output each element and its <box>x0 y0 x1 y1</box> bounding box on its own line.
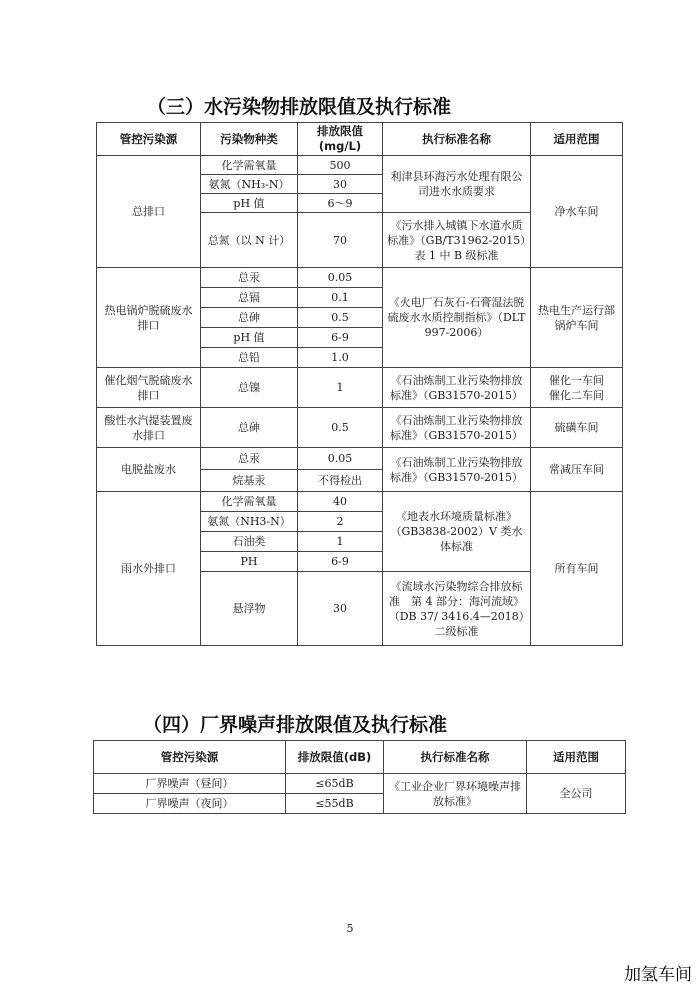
header-standard: 执行标准名称 <box>383 123 531 156</box>
pollutant-cell: 化学需氧量 <box>201 156 298 175</box>
header-limit: 排放限值(dB) <box>286 741 384 774</box>
scope-cell: 净水车间 <box>531 156 623 268</box>
standard-cell: 《石油炼制工业污染物排放标准》（GB31570-2015） <box>383 368 531 408</box>
limit-cell: 40 <box>298 492 383 512</box>
pollutant-cell: 总汞 <box>201 268 298 288</box>
limit-cell: ≤65dB <box>286 774 384 794</box>
pollutant-cell: 总砷 <box>201 308 298 328</box>
pollutant-cell: 总氮（以 N 计） <box>201 213 298 268</box>
pollutant-cell: 总砷 <box>201 408 298 448</box>
pollutant-cell: 悬浮物 <box>201 572 298 646</box>
pollutant-cell: pH 值 <box>201 194 298 213</box>
limit-cell: 70 <box>298 213 383 268</box>
standard-cell: 《火电厂石灰石-石膏湿法脱硫废水水质控制指标》（DLT 997-2006） <box>383 268 531 368</box>
limit-cell: 0.1 <box>298 288 383 308</box>
header-standard: 执行标准名称 <box>384 741 527 774</box>
limit-cell: 30 <box>298 175 383 194</box>
page-number: 5 <box>346 922 354 935</box>
scope-line: 催化二车间 <box>549 388 604 402</box>
standard-cell: 《石油炼制工业污染物排放标准》（GB31570-2015） <box>383 448 531 492</box>
standard-cell: 《流域水污染物综合排放标准 第 4 部分：海河流域》（DB 37/ 3416.4—2018）二级标准 <box>383 572 531 646</box>
standard-cell: 《污水排入城镇下水道水质标准》（GB/T31962-2015）表 1 中 B 级标准 <box>383 213 531 268</box>
header-source: 管控污染源 <box>94 741 286 774</box>
limit-cell: 6～9 <box>298 194 383 213</box>
scope-cell: 所有车间 <box>531 492 623 646</box>
watermark-text: 加氢车间 <box>624 965 692 985</box>
noise-table <box>93 740 626 814</box>
limit-cell: 1 <box>298 532 383 552</box>
scope-cell <box>531 368 623 408</box>
source-cell: 雨水外排口 <box>97 492 201 646</box>
header-scope: 适用范围 <box>531 123 623 156</box>
limit-cell: 0.5 <box>298 308 383 328</box>
limit-cell: 6-9 <box>298 328 383 348</box>
limit-cell: 0.05 <box>298 268 383 288</box>
header-limit: 排放限值(mg/L) <box>298 123 383 156</box>
pollutant-cell: 总镉 <box>201 288 298 308</box>
limit-cell: 不得检出 <box>298 470 383 492</box>
scope-cell: 硫磺车间 <box>531 408 623 448</box>
pollutant-cell: 总镍 <box>201 368 298 408</box>
source-cell: 厂界噪声（昼间） <box>94 774 286 794</box>
water-pollutant-table <box>96 122 623 646</box>
limit-cell: 0.5 <box>298 408 383 448</box>
pollutant-cell: PH <box>201 552 298 572</box>
source-cell: 厂界噪声（夜间） <box>94 794 286 814</box>
standard-cell: 《工业企业厂界环境噪声排放标准》 <box>384 774 527 814</box>
pollutant-cell: 总铅 <box>201 348 298 368</box>
limit-cell: 30 <box>298 572 383 646</box>
header-pollutant: 污染物种类 <box>201 123 298 156</box>
pollutant-cell: 氨氮（NH₃-N） <box>201 175 298 194</box>
pollutant-cell: 化学需氧量 <box>201 492 298 512</box>
source-cell: 催化烟气脱硫废水排口 <box>97 368 201 408</box>
scope-line: 催化一车间 <box>549 373 604 387</box>
pollutant-cell: 石油类 <box>201 532 298 552</box>
pollutant-cell: pH 值 <box>201 328 298 348</box>
section-4-heading: （四）厂界噪声排放限值及执行标准 <box>143 714 448 736</box>
header-scope: 适用范围 <box>527 741 626 774</box>
limit-cell: ≤55dB <box>286 794 384 814</box>
scope-cell: 全公司 <box>527 774 626 814</box>
header-source: 管控污染源 <box>97 123 201 156</box>
source-cell: 电脱盐废水 <box>97 448 201 492</box>
pollutant-cell: 氨氮（NH3-N） <box>201 512 298 532</box>
standard-cell: 《石油炼制工业污染物排放标准》（GB31570-2015） <box>383 408 531 448</box>
pollutant-cell: 烷基汞 <box>201 470 298 492</box>
limit-cell: 2 <box>298 512 383 532</box>
source-cell: 酸性水汽提装置废水排口 <box>97 408 201 448</box>
limit-cell: 0.05 <box>298 448 383 470</box>
section-3-heading: （三）水污染物排放限值及执行标准 <box>147 96 452 118</box>
standard-cell: 利津县环海污水处理有限公司进水水质要求 <box>383 156 531 213</box>
limit-cell: 1 <box>298 368 383 408</box>
source-cell: 总排口 <box>97 156 201 268</box>
source-cell: 热电锅炉脱硫废水排口 <box>97 268 201 368</box>
standard-cell: 《地表水环境质量标准》（GB3838-2002）V 类水体标准 <box>383 492 531 572</box>
pollutant-cell: 总汞 <box>201 448 298 470</box>
limit-cell: 6-9 <box>298 552 383 572</box>
scope-cell: 常减压车间 <box>531 448 623 492</box>
limit-cell: 1.0 <box>298 348 383 368</box>
limit-cell: 500 <box>298 156 383 175</box>
scope-cell: 热电生产运行部锅炉车间 <box>531 268 623 368</box>
